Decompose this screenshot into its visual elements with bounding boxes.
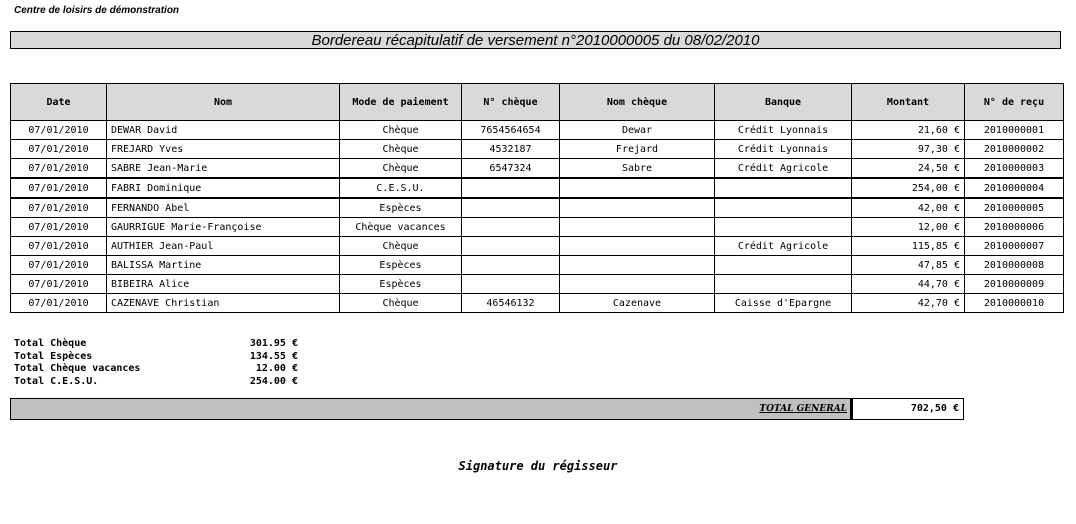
cell-montant: 47,85 € <box>852 256 965 275</box>
cell-num-cheque: 7654564654 <box>462 121 560 140</box>
cell-banque <box>715 178 852 198</box>
cell-num-cheque <box>462 178 560 198</box>
cell-nom: SABRE Jean-Marie <box>107 159 340 179</box>
cell-nom-cheque: Sabre <box>560 159 715 179</box>
grand-total-value: 702,50 € <box>851 398 964 420</box>
col-header-num-cheque: N° chèque <box>462 84 560 121</box>
cell-nom-cheque <box>560 237 715 256</box>
cell-nom-cheque <box>560 218 715 237</box>
cell-montant: 97,30 € <box>852 140 965 159</box>
cell-montant: 42,70 € <box>852 294 965 313</box>
total-row-cesu <box>14 376 298 389</box>
cell-banque <box>715 256 852 275</box>
cell-num-cheque: 46546132 <box>462 294 560 313</box>
cell-mode: Espèces <box>340 198 462 218</box>
cell-mode: Espèces <box>340 256 462 275</box>
col-header-nom-cheque: Nom chèque <box>560 84 715 121</box>
cell-banque <box>715 275 852 294</box>
cell-banque: Caisse d'Epargne <box>715 294 852 313</box>
cell-nom: FABRI Dominique <box>107 178 340 198</box>
cell-nom: BIBEIRA Alice <box>107 275 340 294</box>
cell-nom-cheque: Cazenave <box>560 294 715 313</box>
cell-num-cheque <box>462 198 560 218</box>
cell-date: 07/01/2010 <box>11 140 107 159</box>
cell-nom-cheque: Dewar <box>560 121 715 140</box>
table-row <box>11 237 1064 256</box>
cell-num-cheque <box>462 275 560 294</box>
cell-montant: 44,70 € <box>852 275 965 294</box>
cell-date: 07/01/2010 <box>11 159 107 179</box>
cell-montant: 254,00 € <box>852 178 965 198</box>
cell-num-cheque: 6547324 <box>462 159 560 179</box>
cell-nom-cheque: Frejard <box>560 140 715 159</box>
col-header-montant: Montant <box>852 84 965 121</box>
cell-banque: Crédit Agricole <box>715 159 852 179</box>
total-row-cheque-vacances <box>14 363 298 376</box>
cell-num-recu: 2010000009 <box>965 275 1064 294</box>
grand-total-bar <box>10 398 851 420</box>
cell-num-recu: 2010000001 <box>965 121 1064 140</box>
signature-label: Signature du régisseur <box>458 459 618 473</box>
cell-mode: Espèces <box>340 275 462 294</box>
cell-banque <box>715 198 852 218</box>
cell-mode: Chèque <box>340 294 462 313</box>
col-header-date: Date <box>11 84 107 121</box>
cell-num-cheque: 4532187 <box>462 140 560 159</box>
cell-mode: Chèque <box>340 140 462 159</box>
cell-mode: Chèque <box>340 159 462 179</box>
cell-num-cheque <box>462 256 560 275</box>
cell-num-recu: 2010000003 <box>965 159 1064 179</box>
total-label: Total Chèque <box>14 338 87 349</box>
cell-nom-cheque <box>560 178 715 198</box>
totals-by-mode <box>14 338 298 388</box>
cell-nom: GAURRIGUE Marie-Françoise <box>107 218 340 237</box>
total-value: 301.95 € <box>249 338 298 349</box>
cell-montant: 12,00 € <box>852 218 965 237</box>
cell-montant: 42,00 € <box>852 198 965 218</box>
cell-num-recu: 2010000007 <box>965 237 1064 256</box>
cell-montant: 21,60 € <box>852 121 965 140</box>
col-header-nom: Nom <box>107 84 340 121</box>
cell-num-recu: 2010000006 <box>965 218 1064 237</box>
cell-num-recu: 2010000002 <box>965 140 1064 159</box>
cell-banque: Crédit Lyonnais <box>715 140 852 159</box>
organization-name: Centre de loisirs de démonstration <box>14 5 180 16</box>
cell-date: 07/01/2010 <box>11 198 107 218</box>
total-row-cheque <box>14 338 298 351</box>
total-value: 12.00 € <box>255 363 298 374</box>
cell-nom: AUTHIER Jean-Paul <box>107 237 340 256</box>
cell-num-cheque <box>462 237 560 256</box>
cell-nom: FREJARD Yves <box>107 140 340 159</box>
cell-num-recu: 2010000008 <box>965 256 1064 275</box>
cell-date: 07/01/2010 <box>11 294 107 313</box>
cell-mode: C.E.S.U. <box>340 178 462 198</box>
document-title: Bordereau récapitulatif de versement n°2010000005 du 08/02/2010 <box>10 31 1061 49</box>
col-header-banque: Banque <box>715 84 852 121</box>
cell-nom-cheque <box>560 275 715 294</box>
cell-nom: BALISSA Martine <box>107 256 340 275</box>
table-row <box>11 178 1064 198</box>
table-row <box>11 198 1064 218</box>
table-header-row <box>11 84 1064 121</box>
cell-mode: Chèque <box>340 121 462 140</box>
table-row <box>11 159 1064 179</box>
cell-num-recu: 2010000004 <box>965 178 1064 198</box>
table-row <box>11 275 1064 294</box>
cell-date: 07/01/2010 <box>11 237 107 256</box>
total-label: Total C.E.S.U. <box>14 375 99 387</box>
cell-mode: Chèque vacances <box>340 218 462 237</box>
cell-banque: Crédit Lyonnais <box>715 121 852 140</box>
table-row <box>11 256 1064 275</box>
cell-date: 07/01/2010 <box>11 218 107 237</box>
cell-date: 07/01/2010 <box>11 121 107 140</box>
cell-nom-cheque <box>560 256 715 275</box>
total-row-especes <box>14 351 298 364</box>
total-value: 134.55 € <box>249 350 298 362</box>
cell-date: 07/01/2010 <box>11 178 107 198</box>
cell-banque <box>715 218 852 237</box>
payments-table <box>10 83 1064 313</box>
cell-montant: 115,85 € <box>852 237 965 256</box>
cell-num-recu: 2010000005 <box>965 198 1064 218</box>
cell-nom: FERNANDO Abel <box>107 198 340 218</box>
cell-date: 07/01/2010 <box>11 256 107 275</box>
table-row <box>11 294 1064 313</box>
cell-mode: Chèque <box>340 237 462 256</box>
grand-total-label: TOTAL GENERAL <box>759 404 847 414</box>
total-value: 254.00 € <box>249 375 298 387</box>
cell-banque: Crédit Agricole <box>715 237 852 256</box>
col-header-num-recu: N° de reçu <box>965 84 1064 121</box>
col-header-mode-paiement: Mode de paiement <box>340 84 462 121</box>
table-row <box>11 218 1064 237</box>
cell-num-recu: 2010000010 <box>965 294 1064 313</box>
cell-date: 07/01/2010 <box>11 275 107 294</box>
cell-montant: 24,50 € <box>852 159 965 179</box>
cell-nom: CAZENAVE Christian <box>107 294 340 313</box>
cell-num-cheque <box>462 218 560 237</box>
cell-nom-cheque <box>560 198 715 218</box>
table-row <box>11 121 1064 140</box>
table-row <box>11 140 1064 159</box>
total-label: Total Espèces <box>14 350 93 362</box>
total-label: Total Chèque vacances <box>14 363 141 374</box>
cell-nom: DEWAR David <box>107 121 340 140</box>
